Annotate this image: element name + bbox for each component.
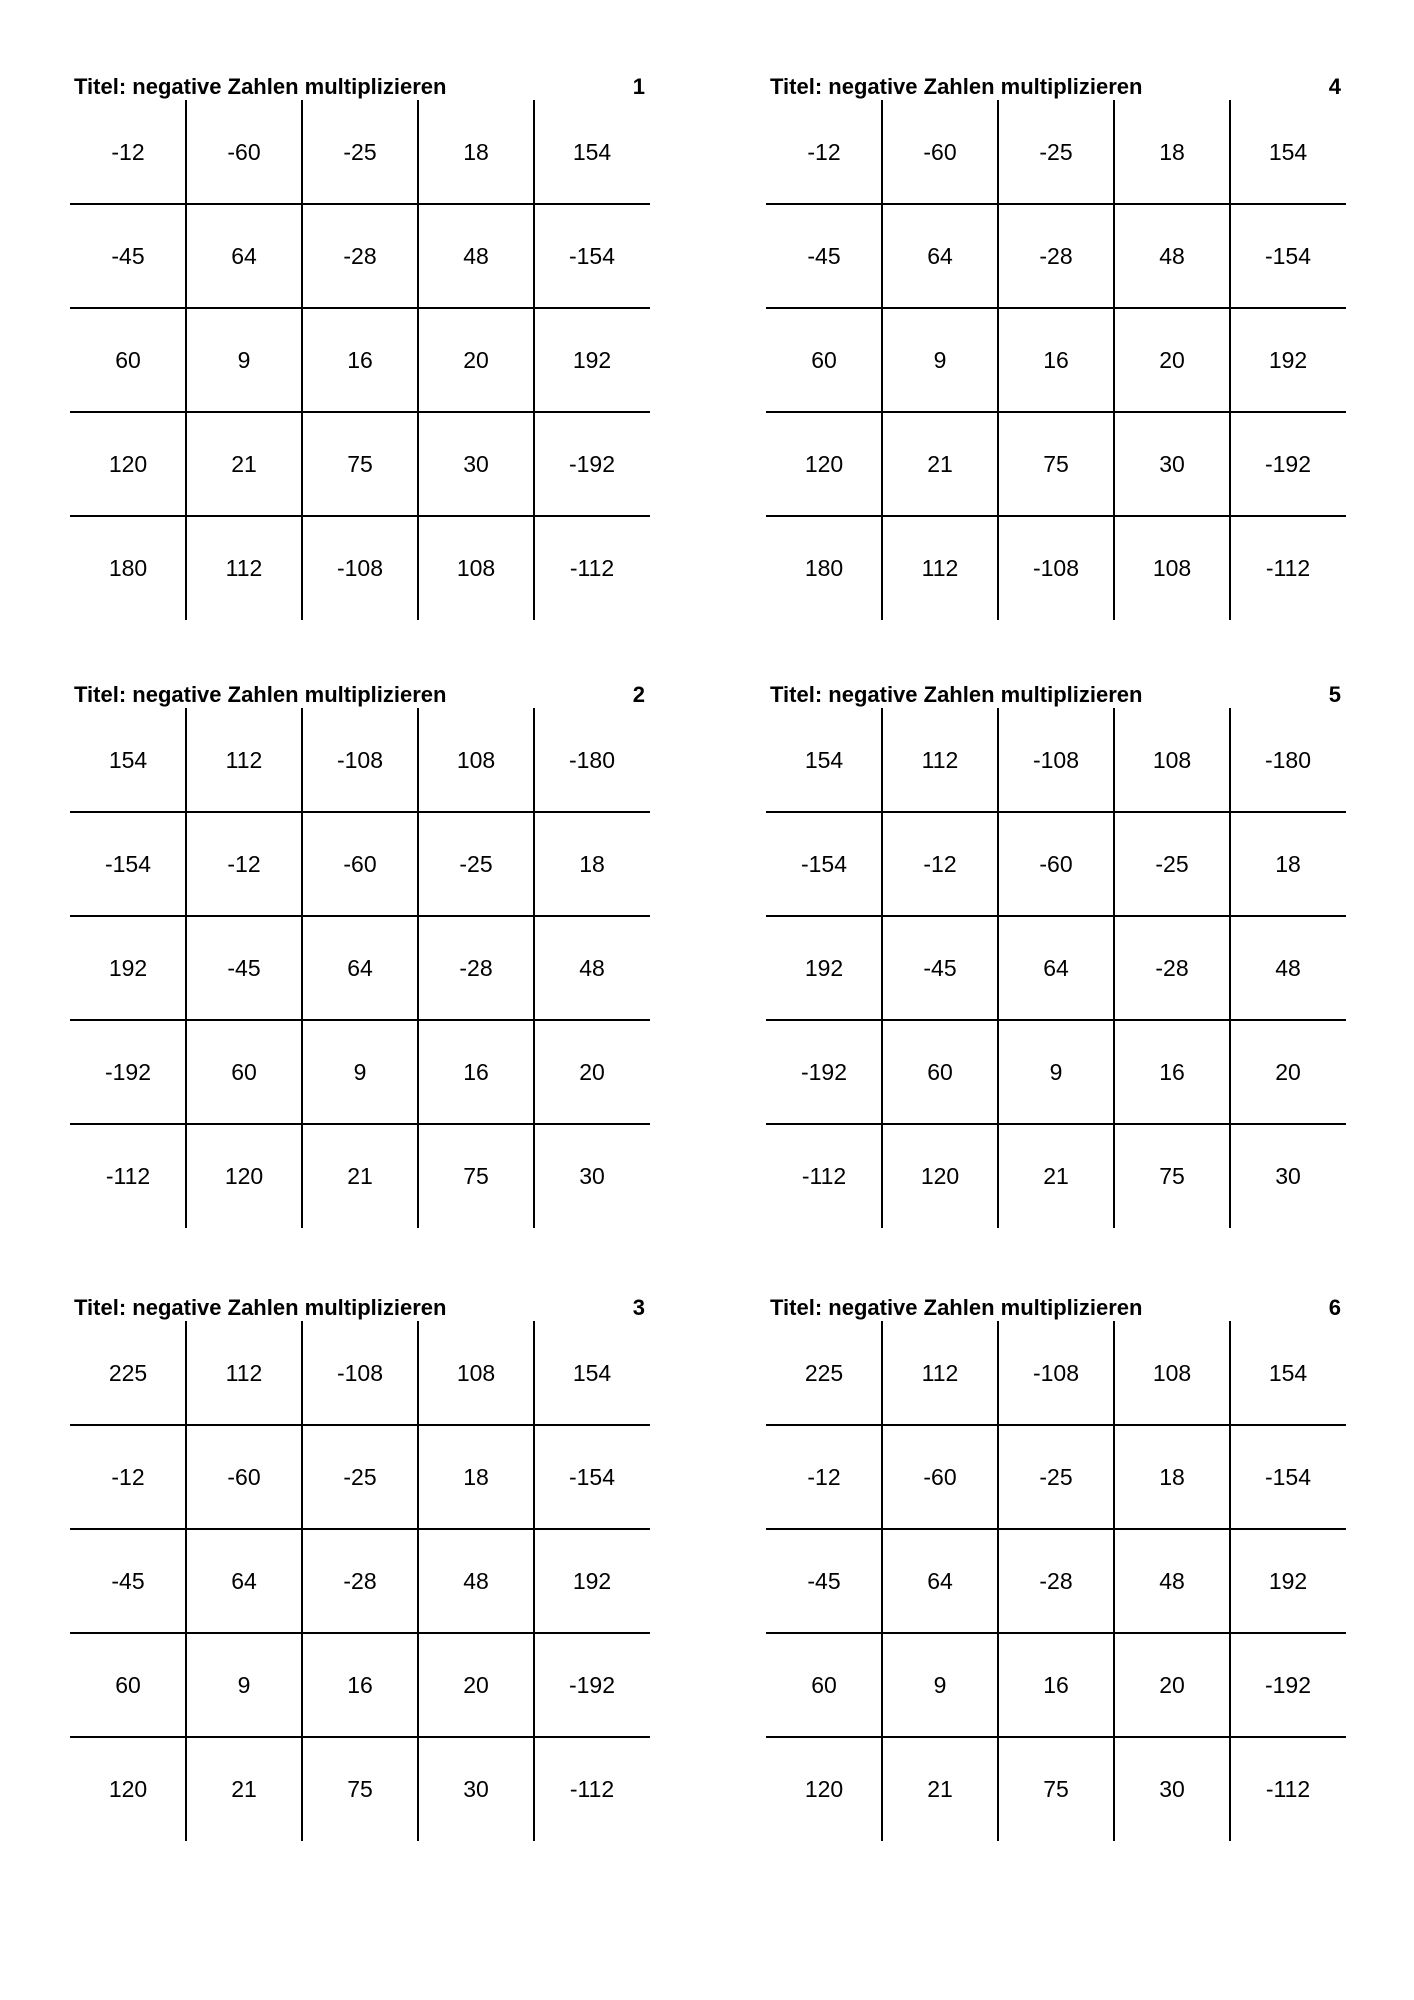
grid-cell: 154 bbox=[572, 138, 612, 165]
grid-horizontal-line bbox=[766, 1123, 1346, 1125]
grid-cell: 180 bbox=[804, 554, 844, 581]
sheet-number: 4 bbox=[1328, 74, 1341, 99]
card-sheet bbox=[70, 678, 650, 1238]
grid-vertical-line bbox=[881, 1321, 883, 1841]
grid-cell: -180 bbox=[568, 746, 616, 773]
grid-cell: 16 bbox=[1159, 1058, 1185, 1085]
grid-cell: 120 bbox=[108, 1775, 148, 1802]
grid-cell: 225 bbox=[108, 1359, 148, 1386]
card-sheet bbox=[766, 678, 1346, 1238]
grid-cell: 112 bbox=[921, 554, 959, 581]
grid-cell: -60 bbox=[343, 850, 377, 877]
grid-cell: -192 bbox=[1264, 450, 1312, 477]
sheet-number: 1 bbox=[632, 74, 645, 99]
card-sheet bbox=[70, 1291, 650, 1851]
grid-cell: -192 bbox=[568, 450, 616, 477]
grid-vertical-line bbox=[533, 708, 535, 1228]
grid-cell: 60 bbox=[115, 346, 141, 373]
grid-vertical-line bbox=[997, 1321, 999, 1841]
grid-vertical-line bbox=[185, 708, 187, 1228]
grid-cell: 64 bbox=[231, 242, 257, 269]
grid-cell: -25 bbox=[1039, 138, 1073, 165]
grid-cell: -154 bbox=[1264, 242, 1312, 269]
sheet-header bbox=[766, 70, 1341, 100]
grid-cell: 9 bbox=[353, 1058, 367, 1085]
sheet-number: 6 bbox=[1328, 1295, 1341, 1320]
grid-cell: 21 bbox=[231, 450, 257, 477]
grid-cell: 16 bbox=[1043, 1671, 1069, 1698]
grid-cell: -112 bbox=[569, 1775, 615, 1802]
grid-horizontal-line bbox=[766, 1736, 1346, 1738]
grid-cell: 9 bbox=[933, 1671, 947, 1698]
grid-cell: 60 bbox=[927, 1058, 953, 1085]
grid-cell: 120 bbox=[920, 1162, 960, 1189]
grid-cell: 75 bbox=[463, 1162, 489, 1189]
grid-cell: 16 bbox=[347, 1671, 373, 1698]
sheet-title: Titel: negative Zahlen multiplizieren bbox=[770, 74, 1143, 99]
grid-cell: 108 bbox=[1152, 554, 1192, 581]
grid-cell: 120 bbox=[804, 1775, 844, 1802]
grid-cell: -112 bbox=[1265, 554, 1311, 581]
grid-cell: 20 bbox=[463, 1671, 489, 1698]
grid-cell: -60 bbox=[227, 138, 261, 165]
grid-cell: 112 bbox=[921, 746, 959, 773]
number-grid bbox=[766, 100, 1346, 620]
grid-cell: -45 bbox=[111, 1567, 145, 1594]
number-grid bbox=[766, 708, 1346, 1228]
grid-cell: -60 bbox=[923, 138, 957, 165]
grid-cell: 64 bbox=[347, 954, 373, 981]
grid-cell: 108 bbox=[456, 1359, 496, 1386]
grid-horizontal-line bbox=[766, 1019, 1346, 1021]
grid-cell: -60 bbox=[1039, 850, 1073, 877]
grid-cell: 192 bbox=[108, 954, 148, 981]
grid-horizontal-line bbox=[70, 1424, 650, 1426]
sheet-number: 2 bbox=[632, 682, 645, 707]
sheet-header bbox=[70, 678, 645, 708]
grid-vertical-line bbox=[185, 100, 187, 620]
grid-cell: 48 bbox=[463, 242, 489, 269]
grid-cell: -12 bbox=[923, 850, 957, 877]
grid-cell: 108 bbox=[1152, 746, 1192, 773]
grid-cell: 30 bbox=[463, 1775, 489, 1802]
grid-vertical-line bbox=[533, 1321, 535, 1841]
grid-cell: 20 bbox=[1159, 1671, 1185, 1698]
grid-cell: 154 bbox=[1268, 138, 1308, 165]
grid-cell: -12 bbox=[807, 1463, 841, 1490]
grid-cell: 192 bbox=[1268, 1567, 1308, 1594]
number-grid bbox=[70, 708, 650, 1228]
grid-cell: -112 bbox=[801, 1162, 847, 1189]
grid-cell: -108 bbox=[336, 1359, 384, 1386]
grid-cell: 20 bbox=[1275, 1058, 1301, 1085]
grid-cell: 154 bbox=[1268, 1359, 1308, 1386]
grid-vertical-line bbox=[1113, 708, 1115, 1228]
grid-vertical-line bbox=[301, 100, 303, 620]
grid-cell: 120 bbox=[224, 1162, 264, 1189]
grid-cell: 18 bbox=[1159, 138, 1185, 165]
grid-cell: 75 bbox=[347, 1775, 373, 1802]
grid-cell: -154 bbox=[568, 1463, 616, 1490]
grid-vertical-line bbox=[417, 100, 419, 620]
grid-vertical-line bbox=[881, 100, 883, 620]
grid-cell: 112 bbox=[225, 1359, 263, 1386]
grid-horizontal-line bbox=[70, 1019, 650, 1021]
card-sheet bbox=[766, 70, 1346, 630]
grid-cell: 30 bbox=[463, 450, 489, 477]
grid-cell: -112 bbox=[105, 1162, 151, 1189]
sheet-title: Titel: negative Zahlen multiplizieren bbox=[770, 1295, 1143, 1320]
grid-cell: 21 bbox=[347, 1162, 373, 1189]
grid-cell: -25 bbox=[1039, 1463, 1073, 1490]
grid-cell: -60 bbox=[923, 1463, 957, 1490]
grid-cell: 225 bbox=[804, 1359, 844, 1386]
grid-horizontal-line bbox=[70, 811, 650, 813]
grid-cell: 9 bbox=[933, 346, 947, 373]
grid-vertical-line bbox=[881, 708, 883, 1228]
grid-horizontal-line bbox=[766, 307, 1346, 309]
grid-cell: 18 bbox=[1159, 1463, 1185, 1490]
grid-cell: 154 bbox=[108, 746, 148, 773]
sheet-title: Titel: negative Zahlen multiplizieren bbox=[74, 682, 447, 707]
sheet-title: Titel: negative Zahlen multiplizieren bbox=[74, 74, 447, 99]
grid-vertical-line bbox=[1113, 100, 1115, 620]
grid-cell: 18 bbox=[579, 850, 605, 877]
grid-cell: 16 bbox=[347, 346, 373, 373]
grid-cell: 108 bbox=[456, 554, 496, 581]
sheet-title: Titel: negative Zahlen multiplizieren bbox=[770, 682, 1143, 707]
grid-cell: 9 bbox=[1049, 1058, 1063, 1085]
grid-cell: 64 bbox=[927, 1567, 953, 1594]
grid-cell: 48 bbox=[1159, 242, 1185, 269]
grid-cell: -28 bbox=[343, 1567, 377, 1594]
grid-cell: -108 bbox=[336, 554, 384, 581]
grid-horizontal-line bbox=[70, 515, 650, 517]
grid-cell: -25 bbox=[343, 1463, 377, 1490]
grid-cell: -12 bbox=[111, 1463, 145, 1490]
grid-cell: -192 bbox=[800, 1058, 848, 1085]
sheet-header bbox=[766, 1291, 1341, 1321]
grid-cell: -28 bbox=[1039, 242, 1073, 269]
grid-vertical-line bbox=[1113, 1321, 1115, 1841]
sheet-number: 5 bbox=[1328, 682, 1341, 707]
grid-cell: 21 bbox=[231, 1775, 257, 1802]
grid-cell: -28 bbox=[1155, 954, 1189, 981]
grid-cell: 112 bbox=[225, 554, 263, 581]
grid-cell: 120 bbox=[108, 450, 148, 477]
grid-cell: -45 bbox=[807, 1567, 841, 1594]
grid-cell: 75 bbox=[1043, 1775, 1069, 1802]
grid-horizontal-line bbox=[70, 307, 650, 309]
grid-horizontal-line bbox=[766, 1528, 1346, 1530]
grid-cell: -25 bbox=[1155, 850, 1189, 877]
grid-cell: 21 bbox=[1043, 1162, 1069, 1189]
grid-cell: 16 bbox=[463, 1058, 489, 1085]
grid-cell: 60 bbox=[231, 1058, 257, 1085]
grid-cell: 21 bbox=[927, 450, 953, 477]
number-grid bbox=[70, 100, 650, 620]
grid-cell: 192 bbox=[572, 1567, 612, 1594]
grid-cell: 18 bbox=[463, 1463, 489, 1490]
number-grid bbox=[766, 1321, 1346, 1841]
sheet-number: 3 bbox=[632, 1295, 645, 1320]
sheet-header bbox=[766, 678, 1341, 708]
grid-cell: 154 bbox=[572, 1359, 612, 1386]
grid-cell: -192 bbox=[1264, 1671, 1312, 1698]
grid-vertical-line bbox=[997, 708, 999, 1228]
grid-cell: 16 bbox=[1043, 346, 1069, 373]
grid-cell: -60 bbox=[227, 1463, 261, 1490]
grid-cell: -108 bbox=[1032, 1359, 1080, 1386]
grid-cell: -112 bbox=[569, 554, 615, 581]
grid-cell: -154 bbox=[104, 850, 152, 877]
grid-cell: -154 bbox=[568, 242, 616, 269]
grid-vertical-line bbox=[533, 100, 535, 620]
grid-vertical-line bbox=[1229, 708, 1231, 1228]
grid-cell: 9 bbox=[237, 346, 251, 373]
grid-cell: 60 bbox=[811, 346, 837, 373]
grid-vertical-line bbox=[417, 1321, 419, 1841]
grid-cell: 75 bbox=[1043, 450, 1069, 477]
grid-cell: 48 bbox=[579, 954, 605, 981]
grid-cell: 21 bbox=[927, 1775, 953, 1802]
grid-cell: 20 bbox=[1159, 346, 1185, 373]
grid-cell: -180 bbox=[1264, 746, 1312, 773]
grid-vertical-line bbox=[1229, 100, 1231, 620]
grid-cell: 30 bbox=[579, 1162, 605, 1189]
grid-cell: 112 bbox=[225, 746, 263, 773]
grid-cell: -25 bbox=[343, 138, 377, 165]
grid-cell: 48 bbox=[463, 1567, 489, 1594]
grid-cell: -45 bbox=[807, 242, 841, 269]
grid-cell: 154 bbox=[804, 746, 844, 773]
grid-horizontal-line bbox=[766, 203, 1346, 205]
grid-cell: 60 bbox=[811, 1671, 837, 1698]
card-sheet bbox=[766, 1291, 1346, 1851]
grid-horizontal-line bbox=[766, 915, 1346, 917]
grid-cell: 180 bbox=[108, 554, 148, 581]
grid-cell: 108 bbox=[456, 746, 496, 773]
grid-cell: 30 bbox=[1275, 1162, 1301, 1189]
grid-cell: 30 bbox=[1159, 1775, 1185, 1802]
grid-cell: -28 bbox=[343, 242, 377, 269]
grid-cell: -112 bbox=[1265, 1775, 1311, 1802]
grid-horizontal-line bbox=[766, 1424, 1346, 1426]
grid-cell: -154 bbox=[800, 850, 848, 877]
grid-cell: -45 bbox=[111, 242, 145, 269]
grid-horizontal-line bbox=[70, 915, 650, 917]
grid-horizontal-line bbox=[70, 1632, 650, 1634]
grid-cell: 75 bbox=[1159, 1162, 1185, 1189]
grid-horizontal-line bbox=[766, 515, 1346, 517]
grid-cell: 48 bbox=[1275, 954, 1301, 981]
grid-cell: -45 bbox=[923, 954, 957, 981]
grid-cell: 18 bbox=[463, 138, 489, 165]
grid-cell: -28 bbox=[459, 954, 493, 981]
grid-horizontal-line bbox=[70, 1528, 650, 1530]
sheet-header bbox=[70, 1291, 645, 1321]
grid-cell: -192 bbox=[104, 1058, 152, 1085]
grid-vertical-line bbox=[417, 708, 419, 1228]
grid-cell: 120 bbox=[804, 450, 844, 477]
grid-horizontal-line bbox=[766, 411, 1346, 413]
grid-cell: -108 bbox=[1032, 554, 1080, 581]
grid-cell: 192 bbox=[572, 346, 612, 373]
grid-cell: -25 bbox=[459, 850, 493, 877]
grid-horizontal-line bbox=[766, 811, 1346, 813]
grid-cell: -45 bbox=[227, 954, 261, 981]
grid-cell: -12 bbox=[111, 138, 145, 165]
grid-cell: 9 bbox=[237, 1671, 251, 1698]
grid-cell: 192 bbox=[804, 954, 844, 981]
grid-cell: 75 bbox=[347, 450, 373, 477]
grid-horizontal-line bbox=[70, 203, 650, 205]
grid-cell: -28 bbox=[1039, 1567, 1073, 1594]
grid-cell: 30 bbox=[1159, 450, 1185, 477]
sheet-title: Titel: negative Zahlen multiplizieren bbox=[74, 1295, 447, 1320]
grid-cell: -192 bbox=[568, 1671, 616, 1698]
number-grid bbox=[70, 1321, 650, 1841]
grid-cell: 108 bbox=[1152, 1359, 1192, 1386]
grid-cell: -108 bbox=[336, 746, 384, 773]
grid-vertical-line bbox=[997, 100, 999, 620]
grid-horizontal-line bbox=[70, 1123, 650, 1125]
grid-cell: 48 bbox=[1159, 1567, 1185, 1594]
grid-vertical-line bbox=[1229, 1321, 1231, 1841]
grid-cell: 60 bbox=[115, 1671, 141, 1698]
grid-cell: 64 bbox=[927, 242, 953, 269]
sheet-header bbox=[70, 70, 645, 100]
grid-vertical-line bbox=[301, 708, 303, 1228]
grid-cell: -12 bbox=[807, 138, 841, 165]
grid-cell: 192 bbox=[1268, 346, 1308, 373]
grid-cell: 20 bbox=[579, 1058, 605, 1085]
grid-cell: 112 bbox=[921, 1359, 959, 1386]
grid-horizontal-line bbox=[70, 411, 650, 413]
grid-vertical-line bbox=[301, 1321, 303, 1841]
grid-cell: 64 bbox=[1043, 954, 1069, 981]
card-sheet bbox=[70, 70, 650, 630]
grid-cell: 64 bbox=[231, 1567, 257, 1594]
grid-cell: 18 bbox=[1275, 850, 1301, 877]
grid-cell: -108 bbox=[1032, 746, 1080, 773]
grid-horizontal-line bbox=[766, 1632, 1346, 1634]
grid-horizontal-line bbox=[70, 1736, 650, 1738]
grid-cell: -12 bbox=[227, 850, 261, 877]
grid-vertical-line bbox=[185, 1321, 187, 1841]
grid-cell: 20 bbox=[463, 346, 489, 373]
grid-cell: -154 bbox=[1264, 1463, 1312, 1490]
